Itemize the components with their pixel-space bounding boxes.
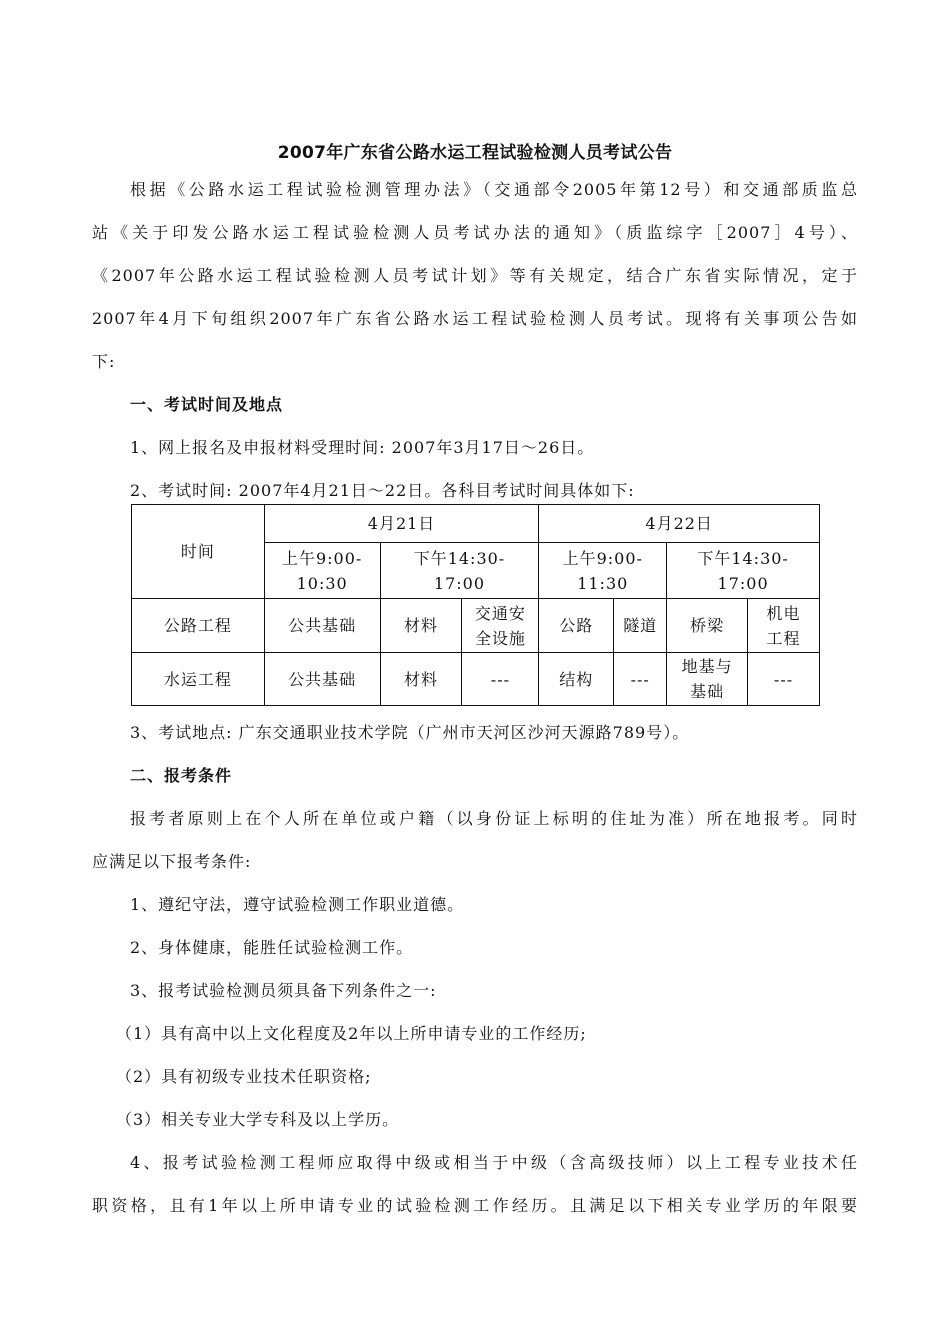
row-label: 公路工程 [132,599,265,653]
section1-item1: 1、网上报名及申报材料受理时间: 2007年3月17日～26日。 [130,438,595,457]
subject-cell: 公共基础 [264,653,380,706]
section1-item2: 2、考试时间: 2007年4月21日～22日。各科目考试时间具体如下: [130,481,635,500]
section2-sub3: （3）相关专业大学专科及以上学历。 [116,1110,400,1129]
section2-sub2: （2）具有初级专业技术任职资格; [116,1067,372,1086]
subject-cell: 结构 [539,653,614,706]
subject-cell: 隧道 [614,599,667,653]
intro-line-1: 根据《公路水运工程试验检测管理办法》（交通部令2005年第12号）和交通部质监总 [130,180,858,199]
intro-line-4: 2007年4月下旬组织2007年广东省公路水运工程试验检测人员考试。现将有关事项公告如 [92,309,858,328]
section2-item4-line-2: 职资格，且有1年以上所申请专业的试验检测工作经历。且满足以下相关专业学历的年限要 [92,1196,858,1215]
slot-cell: 上午9:00- 10:30 [264,543,380,599]
day1-header: 4月21日 [264,505,539,543]
slot-cell: 上午9:00- 11:30 [539,543,667,599]
section2-item1: 1、遵纪守法，遵守试验检测工作职业道德。 [130,895,465,914]
section2-item2: 2、身体健康，能胜任试验检测工作。 [130,938,414,957]
section2-item3: 3、报考试验检测员须具备下列条件之一: [130,981,437,1000]
row-label: 水运工程 [132,653,265,706]
slot-cell: 下午14:30- 17:00 [380,543,539,599]
section1-item3: 3、考试地点: 广东交通职业技术学院（广州市天河区沙河天源路789号）。 [130,723,690,742]
table-row [132,599,820,653]
document-title: 2007年广东省公路水运工程试验检测人员考试公告 [277,143,673,163]
day2-header: 4月22日 [539,505,820,543]
subject-cell: 机电 工程 [748,599,820,653]
exam-schedule-table [131,504,820,706]
section2-sub1: （1）具有高中以上文化程度及2年以上所申请专业的工作经历; [116,1024,587,1043]
table-row [132,653,820,706]
subject-cell: 公路 [539,599,614,653]
subject-cell: 交通安 全设施 [462,599,539,653]
subject-cell: 桥梁 [667,599,748,653]
subject-cell: 材料 [380,653,462,706]
subject-cell: --- [748,653,820,706]
time-header-cell: 时间 [132,505,265,599]
section2-heading: 二、报考条件 [130,766,233,785]
section2-para-line-2: 应满足以下报考条件: [92,852,252,871]
subject-cell: 地基与 基础 [667,653,748,706]
section2-para-line-1: 报考者原则上在个人所在单位或户籍（以身份证上标明的住址为准）所在地报考。同时 [130,809,858,828]
subject-cell: 公共基础 [264,599,380,653]
subject-cell: 材料 [380,599,462,653]
intro-line-3: 《2007年公路水运工程试验检测人员考试计划》等有关规定，结合广东省实际情况，定于 [92,266,858,285]
subject-cell: --- [462,653,539,706]
section1-heading: 一、考试时间及地点 [130,395,284,414]
intro-line-5: 下: [92,352,116,371]
intro-line-2: 站《关于印发公路水运工程试验检测人员考试办法的通知》（质监综字［2007］4号）、 [92,223,858,242]
section2-item4-line-1: 4、报考试验检测工程师应取得中级或相当于中级（含高级技师）以上工程专业技术任 [130,1153,858,1172]
slot-cell: 下午14:30- 17:00 [667,543,820,599]
subject-cell: --- [614,653,667,706]
